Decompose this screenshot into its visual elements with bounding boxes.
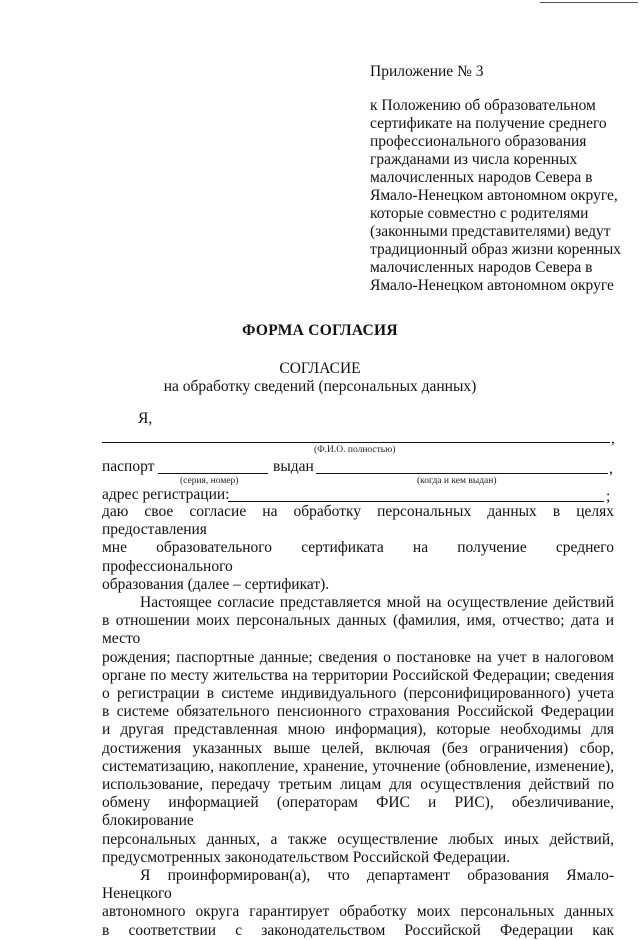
consent-title-block [0, 360, 640, 396]
appendix-reference-line: Ямало-Ненецком автономном округе, [370, 187, 618, 204]
passport-series-field[interactable] [158, 473, 268, 474]
appendix-title: Приложение № 3 [370, 63, 484, 80]
body-line: предусмотренных законодательством Российской Федерации. [102, 848, 511, 866]
appendix-reference-line: традиционный образ жизни коренных [370, 241, 622, 258]
appendix-reference-line: малочисленных народов Севера в [370, 169, 593, 186]
body-line: мне образовательного сертификата на получение среднего профессионального [102, 539, 614, 575]
issued-field[interactable] [316, 473, 608, 474]
intro-paragraph [102, 503, 614, 594]
passport-label: паспорт [102, 458, 155, 475]
body-line: персональных данных, а также осуществление любых иных действий, [102, 830, 614, 848]
body-line: систематизацию, накопление, хранение, уточнение (обновление, изменение), [102, 757, 614, 775]
appendix-reference-line: к Положению об образовательном [370, 97, 596, 114]
body-line: органе по месту жительства на территории Российской Федерации; сведения [102, 666, 614, 684]
i-label: Я, [138, 410, 153, 427]
body-line: образования (далее – сертификат). [102, 575, 330, 593]
body-line: Я проинформирован(а), что департамент образования Ямало-Ненецкого [102, 867, 614, 903]
top-rule [540, 2, 638, 3]
series-caption: (серия, номер) [180, 476, 239, 486]
body-line: даю свое согласие на обработку персональных данных в целях предоставления [102, 503, 614, 539]
issued-comma: , [609, 460, 613, 477]
consent-body [102, 503, 614, 940]
appendix-reference-line: малочисленных народов Севера в [370, 259, 593, 276]
body-line: Настоящее согласие представляется мной на осуществление действий [140, 594, 614, 612]
appendix-reference-line: сертификате на получение среднего [370, 115, 607, 132]
body-line: в отношении моих персональных данных (фамилия, имя, отчество; дата и место [102, 612, 614, 648]
issued-label: выдан [273, 458, 314, 475]
address-semicolon: ; [606, 488, 611, 505]
paragraph-2 [102, 867, 614, 940]
fio-comma: , [611, 430, 615, 447]
body-line: в системе обязательного пенсионного страхования Российской Федерации [102, 703, 614, 721]
fio-caption: (Ф.И.О. полностью) [314, 445, 396, 455]
appendix-reference-line: (законными представителями) ведут [370, 223, 611, 240]
appendix-reference-line: профессионального образования [370, 133, 587, 150]
body-line: в соответствии с законодательством Российской Федерации как [102, 921, 614, 939]
issued-caption: (когда и кем выдан) [417, 476, 497, 486]
body-line: автономного округа гарантирует обработку моих персональных данных [102, 903, 614, 921]
appendix-reference [370, 97, 621, 295]
address-label: адрес регистрации: [102, 486, 230, 503]
consent-title: СОГЛАСИЕ [279, 360, 361, 377]
body-line: о регистрации в системе индивидуального (персонифицированного) учета [102, 685, 614, 703]
consent-subtitle: на обработку сведений (персональных данных) [163, 378, 477, 395]
form-title: ФОРМА СОГЛАСИЯ [242, 322, 398, 339]
appendix-reference-line: которые совместно с родителями [370, 205, 589, 222]
appendix-header [370, 63, 621, 295]
appendix-reference-line: Ямало-Ненецком автономном округе [370, 277, 614, 294]
address-field[interactable] [228, 501, 604, 502]
body-line: достижения указанных выше целей, включая (без ограничения) сбор, [102, 739, 614, 757]
body-line: рождения; паспортные данные; сведения о постановке на учет в налоговом [102, 648, 614, 666]
body-line: и другая представленная мною информация), которые необходимы для [102, 721, 614, 739]
body-line: обмену информацией (операторам ФИС и РИС), обезличивание, блокирование [102, 794, 614, 830]
fio-field[interactable] [102, 442, 610, 443]
appendix-reference-line: гражданами из числа коренных [370, 151, 578, 168]
body-line: использование, передачу третьим лицам для осуществления действий по [102, 776, 614, 794]
paragraph-1 [102, 594, 614, 867]
